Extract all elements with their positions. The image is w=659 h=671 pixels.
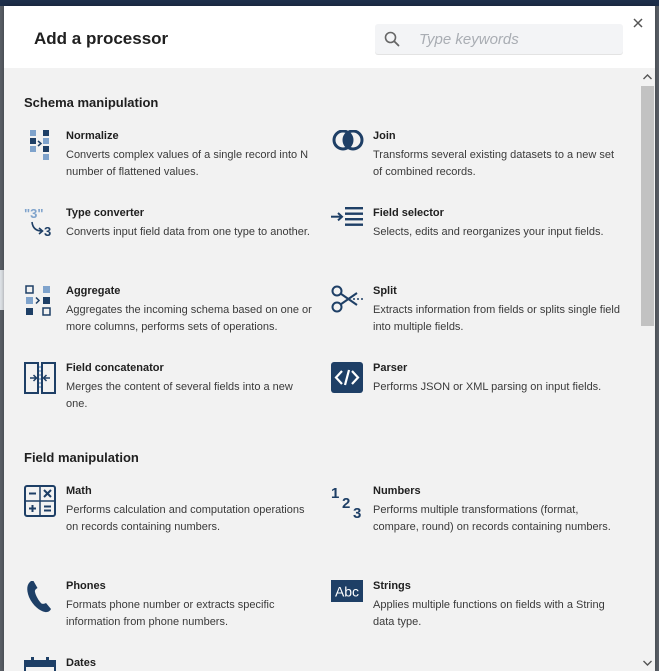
svg-text:3: 3 bbox=[44, 224, 52, 239]
processor-description: Merges the content of several fields into a new one. bbox=[66, 381, 293, 410]
processor-name: Phones bbox=[66, 580, 106, 592]
processor-description: Performs calculation and computation operations on records containing numbers. bbox=[66, 504, 305, 533]
svg-text:1: 1 bbox=[331, 485, 340, 502]
processor-description: Formats phone number or extracts specific information from phone numbers. bbox=[66, 599, 275, 628]
svg-text:3: 3 bbox=[353, 505, 362, 519]
processor-name: Field concatenator bbox=[66, 362, 164, 374]
chevron-up-icon[interactable] bbox=[642, 72, 653, 82]
search-box[interactable] bbox=[375, 24, 623, 54]
svg-text:Abc: Abc bbox=[334, 583, 360, 600]
code-icon bbox=[331, 362, 365, 396]
scrollbar[interactable] bbox=[640, 68, 655, 671]
processor-name: Split bbox=[373, 285, 397, 297]
processor-name: Type converter bbox=[66, 207, 145, 219]
normalize-icon bbox=[24, 130, 58, 164]
processor-description: Extracts information from fields or splits single field into multiple fields. bbox=[373, 304, 620, 333]
close-icon[interactable] bbox=[630, 15, 646, 31]
processor-description: Converts complex values of a single record into N number of flattened values. bbox=[66, 149, 309, 178]
processor-description: Applies multiple functions on fields with a String data type. bbox=[373, 599, 605, 628]
processor-name: Aggregate bbox=[66, 285, 121, 297]
processor-list bbox=[4, 68, 640, 671]
processor-name: Normalize bbox=[66, 130, 119, 142]
section-title-schema-manipulation: Schema manipulation bbox=[24, 95, 159, 110]
dialog-header bbox=[4, 6, 655, 68]
scissors-icon bbox=[331, 285, 365, 319]
svg-text:"3": "3" bbox=[24, 207, 44, 221]
processor-description: Selects, edits and reorganizes your input fields. bbox=[373, 226, 604, 238]
phone-icon bbox=[24, 580, 58, 614]
processor-description: Performs multiple transformations (format, compare, round) on records containing numbers. bbox=[373, 504, 611, 533]
aggregate-icon bbox=[24, 285, 58, 319]
field-selector-icon bbox=[331, 207, 365, 241]
add-processor-dialog bbox=[4, 6, 655, 671]
processor-name: Dates bbox=[66, 657, 96, 669]
join-icon bbox=[331, 130, 365, 164]
field-concatenator-icon bbox=[24, 362, 58, 396]
dialog-title: Add a processor bbox=[34, 29, 169, 48]
section-title-field-manipulation: Field manipulation bbox=[24, 450, 139, 465]
processor-name: Field selector bbox=[373, 207, 444, 219]
processor-name: Numbers bbox=[373, 485, 421, 497]
processor-name: Parser bbox=[373, 362, 408, 374]
processor-description: Performs JSON or XML parsing on input fields. bbox=[373, 381, 602, 393]
calendar-icon bbox=[24, 657, 58, 671]
processor-name: Math bbox=[66, 485, 92, 497]
svg-text:2: 2 bbox=[342, 495, 351, 512]
processor-name: Join bbox=[373, 130, 396, 142]
chevron-down-icon[interactable] bbox=[642, 658, 653, 668]
abc-icon bbox=[331, 580, 365, 614]
search-icon bbox=[384, 31, 400, 47]
processor-description: Aggregates the incoming schema based on one or more columns, performs sets of operations. bbox=[66, 304, 312, 333]
type-converter-icon bbox=[24, 207, 58, 241]
numbers-icon bbox=[331, 485, 365, 519]
search-input[interactable] bbox=[419, 27, 614, 51]
processor-description: Converts input field data from one type to another. bbox=[66, 226, 310, 238]
scrollbar-thumb[interactable] bbox=[641, 86, 654, 326]
processor-name: Strings bbox=[373, 580, 411, 592]
processor-description: Transforms several existing datasets to a new set of combined records. bbox=[373, 149, 615, 178]
calculator-icon bbox=[24, 485, 58, 519]
